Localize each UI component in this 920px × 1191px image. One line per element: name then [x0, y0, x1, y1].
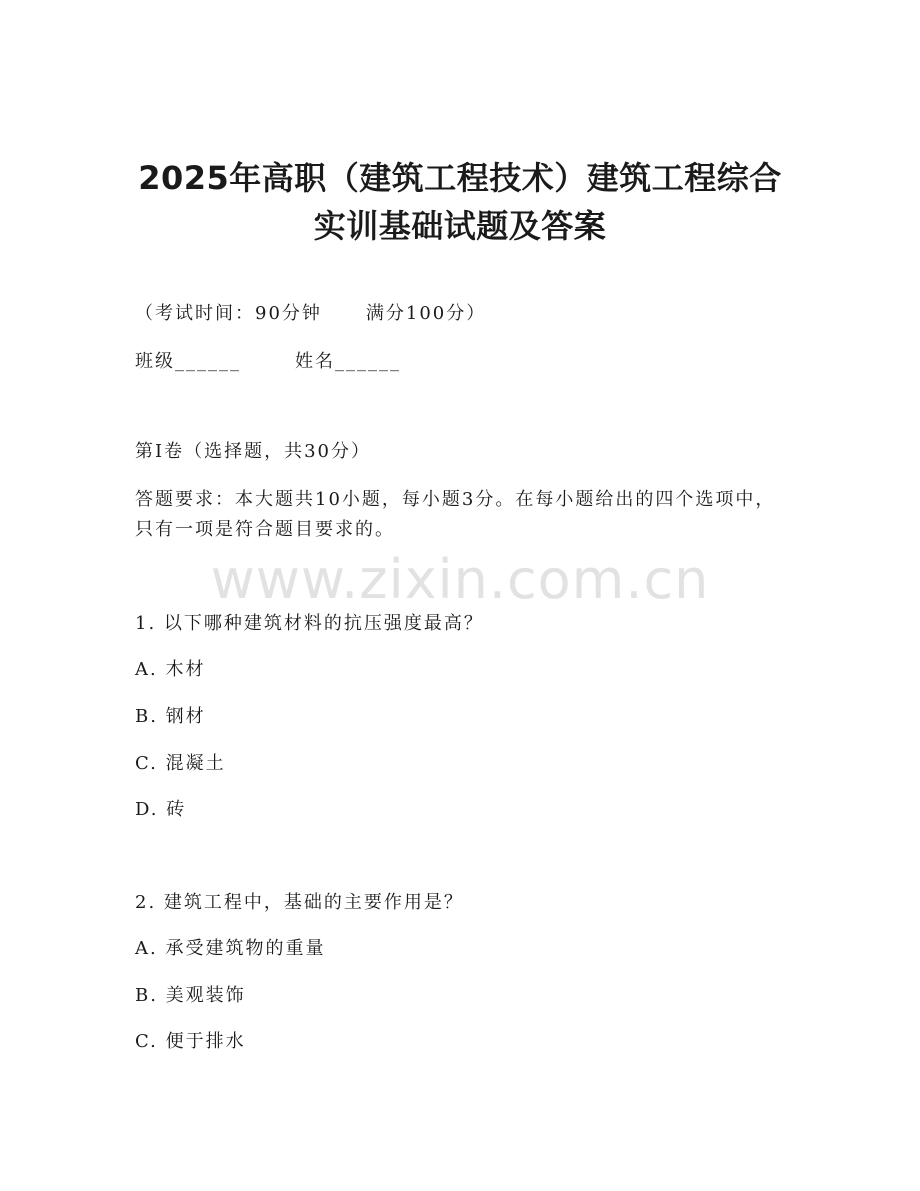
document-title-line-1: 2025年高职（建筑工程技术）建筑工程综合	[138, 159, 782, 197]
question-2-option-c: C. 便于排水	[135, 1031, 246, 1052]
section-heading: 第I卷（选择题，共30分）	[135, 441, 372, 462]
question-1-option-d: D. 砖	[135, 799, 187, 820]
name-field: 姓名______	[295, 351, 401, 372]
question-1-option-b: B. 钢材	[135, 706, 206, 727]
question-1-stem: 1. 以下哪种建筑材料的抗压强度最高？	[135, 613, 484, 634]
exam-info	[135, 302, 486, 326]
instructions: 答题要求：本大题共10小题，每小题3分。在每小题给出的四个选项中，只有一项是符合题目要求的。	[135, 489, 776, 540]
question-2-option-a: A. 承受建筑物的重量	[135, 938, 326, 959]
watermark: www.zixin.com.cn	[210, 548, 710, 611]
class-field: 班级______	[135, 351, 241, 372]
student-info	[135, 350, 401, 374]
full-score: 满分100分）	[365, 303, 487, 324]
exam-time: （考试时间：90分钟	[135, 303, 322, 324]
question-2-stem: 2. 建筑工程中，基础的主要作用是？	[135, 892, 464, 913]
question-2-option-b: B. 美观装饰	[135, 985, 246, 1006]
document-title-line-2: 实训基础试题及答案	[313, 207, 607, 245]
question-1-option-c: C. 混凝土	[135, 753, 226, 774]
question-1-option-a: A. 木材	[135, 659, 206, 680]
